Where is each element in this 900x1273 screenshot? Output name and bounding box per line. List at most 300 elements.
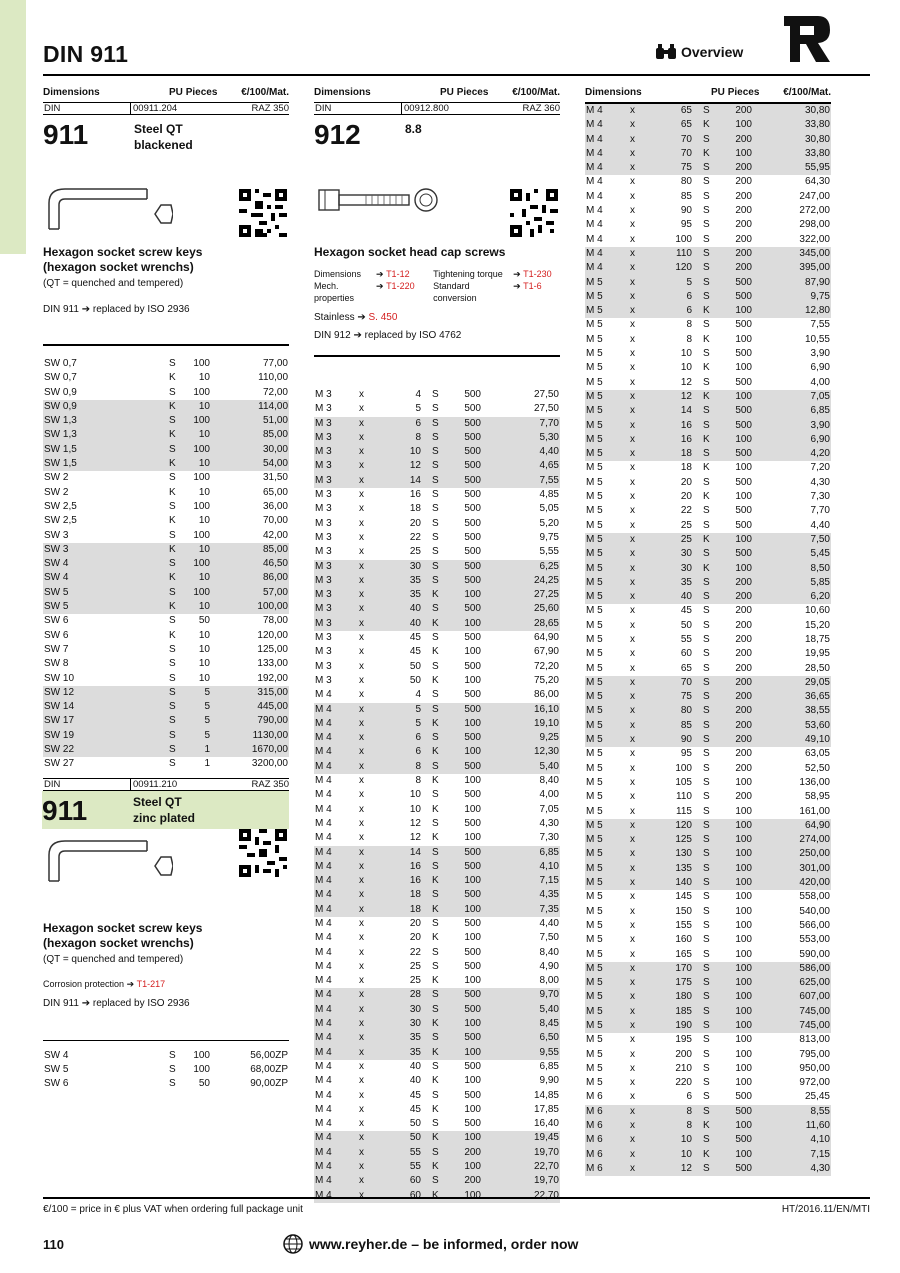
table-row [585,333,831,347]
table-cell: M 4 [314,731,358,745]
table-cell: S [693,733,723,747]
table-cell: 10 [198,672,210,684]
table-row [314,703,560,717]
hex-key-drawing-icon [43,837,173,883]
table-cell: 100 [723,962,753,976]
table-row [585,133,831,147]
table-cell: 7,70 [482,417,560,431]
table-cell: 100 [723,304,753,318]
table-cell: S [422,459,452,473]
table-cell: 100 [452,617,482,631]
table-cell: 100 [452,745,482,759]
table-cell: M 4 [314,1189,358,1203]
product-note: (QT = quenched and tempered) [43,953,184,965]
table-cell: 10 [183,571,211,585]
table-cell: 220 [675,1077,692,1089]
table-cell: x [630,491,635,503]
table-row [585,747,831,761]
table-cell: K [432,832,439,844]
table-cell: 45 [409,632,421,644]
table-cell: 200 [735,205,752,217]
table-cell: S [703,1048,710,1060]
table-cell: x [630,919,635,931]
table-cell: 3,90 [810,348,830,360]
table-cell: 4,30 [753,1162,831,1176]
table-cell: 100 [452,1046,482,1060]
table-cell: 200 [723,247,753,261]
table-cell: 200 [735,762,752,774]
table-row [585,204,831,218]
table-cell: 30 [653,547,693,561]
table-cell: 27,50 [533,403,559,415]
table-row [43,386,289,400]
table-cell: x [629,1019,653,1033]
table-cell: 7,70 [810,505,830,517]
table-cell: 200 [735,619,752,631]
table-cell: 200 [735,176,752,188]
table-row [314,1089,560,1103]
table-cell: M 5 [585,276,629,290]
conversion-link[interactable]: T1-6 [523,281,542,291]
table-cell: 200 [723,104,753,118]
table-cell: K [168,600,183,614]
table-cell: 500 [464,489,481,501]
article-row: DIN 00911.204 RAZ 350 [44,103,289,114]
table-cell: M 4 [315,1075,332,1087]
table-cell: M 5 [585,862,629,876]
table-cell: 185 [653,1005,693,1019]
table-cell: 12 [382,459,422,473]
table-row [585,847,831,861]
table-cell: 65 [653,118,693,132]
table-cell: 4,10 [753,1133,831,1147]
table-cell: S [693,1005,723,1019]
table-cell: x [629,847,653,861]
table-cell: M 3 [314,617,358,631]
corrosion-link[interactable]: T1-217 [136,978,166,989]
table-cell: x [358,459,382,473]
table-cell: K [169,372,176,384]
table-cell: SW 19 [43,729,168,743]
table-cell: 10,55 [804,333,830,345]
table-cell: 100 [193,472,210,484]
website-text: www.reyher.de – be informed, order now [309,1236,579,1252]
table-cell: S [432,546,439,558]
table-cell: SW 2 [44,486,69,498]
table-cell: 500 [452,1031,482,1045]
table-row [43,729,289,743]
table-row [314,531,560,545]
table-cell: 110 [653,247,693,261]
table-cell: 100 [735,1062,752,1074]
table-cell: 65 [653,104,693,118]
table-cell: x [629,433,653,447]
table-cell: x [630,176,635,188]
section-rule [43,1040,289,1041]
table-cell: S [703,319,710,331]
table-cell: 18,75 [804,633,830,645]
table-cell: x [630,205,635,217]
table-row [43,614,289,628]
table-cell: x [630,348,635,360]
table-cell: 10 [653,1148,693,1162]
table-cell: 12,80 [753,304,831,318]
table-cell: 16 [653,433,693,447]
table-cell: x [629,819,653,833]
table-cell: 45 [409,1089,421,1101]
table-cell: 5,45 [753,547,831,561]
table-cell: 45 [680,605,692,617]
table-cell: SW 6 [44,615,69,627]
table-cell: 75,20 [533,674,559,686]
table-cell: 190 [653,1019,693,1033]
table-cell: S [703,648,710,660]
table-cell: x [359,1075,364,1087]
table-cell: x [629,547,653,561]
stainless-link[interactable]: S. 450 [368,312,398,323]
table-cell: M 5 [585,533,629,547]
mech-properties-link[interactable]: T1-220 [386,281,415,291]
table-cell: 100 [735,891,752,903]
table-cell: 6,90 [753,433,831,447]
table-cell: 500 [735,505,752,517]
table-cell: M 4 [314,1046,358,1060]
table-row [585,1148,831,1162]
column-1 [43,86,289,1092]
table-row [585,175,831,189]
table-cell: S [693,704,723,718]
table-cell: 136,00 [799,776,830,788]
table-row [314,788,560,802]
table-cell: SW 10 [44,672,75,684]
table-cell: SW 5 [44,1063,69,1075]
table-cell: M 5 [585,547,629,561]
table-row [585,290,831,304]
table-cell: 4,40 [810,519,830,531]
table-cell: S [703,348,710,360]
table-cell: 4,40 [482,445,560,459]
table-cell: K [432,975,439,987]
table-cell: 500 [452,703,482,717]
table-cell: M 3 [314,417,358,431]
table-cell: 115 [676,805,692,817]
table-cell: 9,55 [482,1046,560,1060]
table-cell: x [358,1160,382,1174]
table-cell: 7,05 [539,803,559,815]
table-cell: 33,80 [753,118,831,132]
table-cell: K [422,1160,452,1174]
globe-icon [283,1234,303,1254]
table-cell: 7,30 [539,832,559,844]
table-cell: S [693,819,723,833]
table-cell: 500 [464,1060,481,1072]
table-row [314,502,560,516]
table-cell: SW 0,9 [43,400,168,414]
table-cell: M 6 [585,1148,629,1162]
table-cell: K [693,390,723,404]
table-cell: K [169,515,176,527]
table-cell: S [432,660,439,672]
table-cell: 6 [382,731,422,745]
table-cell: 100 [675,762,692,774]
website-link[interactable] [283,1234,578,1254]
table-cell: 100 [735,362,752,374]
table-row [314,1060,560,1074]
table-cell: x [629,976,653,990]
table-cell: 10 [183,428,211,442]
price-table-911-zinc [43,1049,289,1092]
table-cell: M 4 [315,1118,332,1130]
table-cell: 5 [415,403,421,415]
table-cell: 100 [723,976,753,990]
table-cell: 80 [653,704,693,718]
torque-link[interactable]: T1-230 [523,269,552,279]
table-row [314,1031,560,1045]
overview-link[interactable] [655,44,743,60]
table-cell: 200 [452,1146,482,1160]
table-cell: 7,05 [753,390,831,404]
table-cell: 175 [653,976,693,990]
table-cell: S [168,414,183,428]
table-cell: 10 [409,789,421,801]
table-row [314,517,560,531]
table-cell: x [629,118,653,132]
table-cell: 500 [735,1091,752,1103]
table-cell: 500 [723,1105,753,1119]
table-cell: 75 [653,690,693,704]
table-cell: S [422,1031,452,1045]
table-cell: 500 [452,846,482,860]
table-cell: 18 [680,462,692,474]
table-cell: 45 [409,1103,421,1115]
table-cell: x [629,833,653,847]
table-row [314,459,560,473]
table-cell: 6,25 [482,560,560,574]
table-cell: 298,00 [799,219,830,231]
table-cell: 607,00 [753,990,831,1004]
table-cell: 63,05 [804,748,830,760]
table-cell: S [703,934,710,946]
table-row [43,1063,289,1077]
table-cell: 14 [382,474,422,488]
table-cell: S [432,917,439,929]
table-cell: x [629,261,653,275]
table-cell: 50 [409,1118,421,1130]
table-cell: K [432,775,439,787]
table-cell: SW 5 [43,600,168,614]
table-row [314,803,560,817]
chapter-tab [0,0,26,254]
table-cell: S [432,946,439,958]
table-cell: K [422,1046,452,1060]
table-cell: x [630,605,635,617]
table-cell: 22,70 [482,1189,560,1203]
table-cell: 210 [675,1062,692,1074]
table-cell: 500 [452,731,482,745]
table-row [43,557,289,571]
table-cell: x [359,1103,364,1115]
table-cell: 500 [464,403,481,415]
table-cell: 500 [452,988,482,1002]
table-row [314,860,560,874]
table-row [314,888,560,902]
table-cell: 8 [382,431,422,445]
table-cell: 65,00 [262,486,288,498]
table-cell: 140 [653,876,693,890]
table-cell: S [422,888,452,902]
table-cell: 200 [735,233,752,245]
table-cell: 25 [409,975,421,987]
table-cell: 11,60 [753,1119,831,1133]
table-row [585,819,831,833]
table-cell: M 5 [585,833,629,847]
table-cell: 100 [452,874,482,888]
table-cell: S [693,1133,723,1147]
article-row: DIN 00912.800 RAZ 360 [315,103,560,114]
table-row [585,1105,831,1119]
table-cell: S [422,1174,452,1188]
table-cell: M 5 [585,876,629,890]
table-cell: x [630,805,635,817]
table-cell: x [358,1046,382,1060]
table-cell: 120,00 [257,629,288,641]
table-row [314,1017,560,1031]
table-cell: 100 [723,833,753,847]
table-cell: x [359,803,364,815]
table-cell: 100 [723,819,753,833]
table-cell: 4,90 [539,960,559,972]
table-cell: 301,00 [753,862,831,876]
table-cell: 7,15 [482,874,560,888]
qr-code-icon[interactable] [239,189,287,237]
table-cell: 6,90 [810,362,830,374]
table-row [314,745,560,759]
table-cell: S [422,760,452,774]
table-cell: S [693,247,723,261]
table-cell: x [359,689,364,701]
table-cell: M 4 [586,205,603,217]
table-cell: x [629,390,653,404]
table-cell: 35 [653,576,693,590]
qr-code-icon[interactable] [510,189,558,237]
table-row [314,474,560,488]
table-cell: 445,00 [211,700,289,714]
price-table-911-black [43,357,289,772]
table-cell: K [693,1119,723,1133]
table-cell: S [693,876,723,890]
table-cell: 200 [723,133,753,147]
table-cell: K [432,646,439,658]
table-cell: S [703,633,710,645]
table-cell: x [629,576,653,590]
table-cell: S [703,919,710,931]
table-cell: 9,70 [482,988,560,1002]
table-cell: K [432,932,439,944]
table-cell: S [703,219,710,231]
table-cell: 18 [409,503,421,515]
link-arrow-icon: ➔ [376,281,384,291]
table-cell: 500 [452,431,482,445]
table-row [43,543,289,557]
table-cell: S [693,962,723,976]
table-cell: x [358,431,382,445]
table-cell: 9,25 [482,731,560,745]
table-cell: 192,00 [257,672,288,684]
table-cell: M 5 [586,605,603,617]
table-cell: S [169,672,176,684]
table-cell: x [629,562,653,576]
table-row [314,560,560,574]
table-row [314,717,560,731]
table-row [585,790,831,804]
table-cell: 745,00 [753,1019,831,1033]
table-cell: M 3 [314,474,358,488]
table-cell: 36,65 [753,690,831,704]
dimensions-link[interactable]: T1-12 [386,269,410,279]
table-row [43,529,289,543]
table-cell: 274,00 [753,833,831,847]
table-cell: x [629,862,653,876]
table-cell: K [703,333,710,345]
table-cell: K [703,462,710,474]
table-cell: 5,40 [482,760,560,774]
table-cell: M 5 [586,333,603,345]
table-cell: x [358,860,382,874]
table-cell: 77,00 [262,358,288,369]
table-row [585,218,831,232]
table-cell: M 4 [314,988,358,1002]
table-cell: 24,25 [482,574,560,588]
table-row [585,905,831,919]
qr-code-icon[interactable] [239,829,287,877]
table-cell: x [630,519,635,531]
table-cell: 16,40 [533,1118,559,1130]
table-cell: M 4 [585,104,629,118]
table-cell: 87,90 [753,276,831,290]
table-cell: 7,55 [482,474,560,488]
table-cell: 160 [675,934,692,946]
table-cell: 54,00 [211,457,289,471]
table-cell: M 4 [315,960,332,972]
table-cell: M 4 [585,161,629,175]
table-cell: 10 [198,372,210,384]
table-cell: 8,55 [753,1105,831,1119]
table-row [314,588,560,602]
table-cell: 105 [675,776,692,788]
table-cell: 500 [452,560,482,574]
table-row [585,519,831,533]
table-cell: 322,00 [799,233,830,245]
table-cell: M 5 [585,562,629,576]
table-row [314,1146,560,1160]
table-cell: 5 [183,686,211,700]
table-cell: 170 [653,962,693,976]
table-row [585,1119,831,1133]
table-cell: 27,25 [482,588,560,602]
table-row [585,504,831,518]
table-cell: S [703,519,710,531]
table-cell: S [693,133,723,147]
table-cell: K [703,491,710,503]
table-cell: S [693,547,723,561]
table-cell: 10 [183,457,211,471]
table-cell: 35 [382,574,422,588]
table-row [314,974,560,988]
table-cell: 4,85 [539,489,559,501]
table-cell: S [693,276,723,290]
table-cell: 500 [723,404,753,418]
table-row [585,490,831,504]
